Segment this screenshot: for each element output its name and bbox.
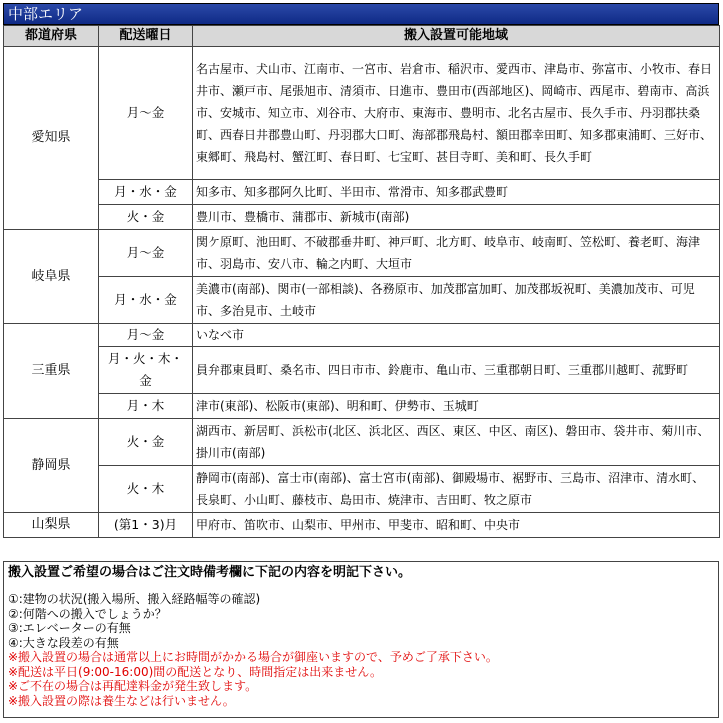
table-row [4, 205, 720, 230]
days-cell: 月～金 [99, 324, 193, 347]
notes-heading: 搬入設置ご希望の場合はご注文時備考欄に下記の内容を明記下さい。 [8, 565, 412, 580]
prefecture-cell-shizuoka: 静岡県 [4, 419, 99, 513]
table-header-row [4, 26, 720, 47]
days-cell: 火・木 [99, 466, 193, 513]
note-item: ④:大きな段差の有無 [8, 635, 119, 650]
cities-cell: 美濃市(南部)、関市(一部相談)、各務原市、加茂郡富加町、加茂郡坂祝町、美濃加茂市、可児市、多治見市、土岐市 [193, 277, 720, 324]
days-cell: 月・火・木・金 [99, 347, 193, 394]
cities-cell: 豊川市、豊橋市、蒲郡市、新城市(南部) [193, 205, 720, 230]
table-row [4, 347, 720, 394]
cities-cell: 名古屋市、犬山市、江南市、一宮市、岩倉市、稲沢市、愛西市、津島市、弥富市、小牧市、春日井市、瀬戸市、尾張旭市、清須市、日進市、豊田市(西部地区)、岡崎市、西尾市、碧南市、高浜市、安城市、知立市、刈谷市、大府市、東海市、豊明市、北名古屋市、長久手市、丹羽郡扶桑町、西春日井郡豊山町、丹羽郡大口町、海部郡飛島村、額田郡幸田町、知多郡東浦町、三好市、東郷町、飛島村、蟹江町、春日町、七宝町、甚目寺町、美和町、長久手町 [193, 47, 720, 180]
table-row [4, 394, 720, 419]
prefecture-cell-yamanashi: 山梨県 [4, 513, 99, 538]
days-cell: 月・水・金 [99, 277, 193, 324]
note-item: ②:何階への搬入でしょうか？ [8, 606, 167, 621]
note-item: ①:建物の状況(搬入場所、搬入経路幅等の確認) [8, 592, 261, 606]
table-row [4, 419, 720, 466]
cities-cell: 湖西市、新居町、浜松市(北区、浜北区、西区、東区、中区、南区)、磐田市、袋井市、菊川市、掛川市(南部) [193, 419, 720, 466]
days-cell: 月・水・金 [99, 180, 193, 205]
table-row [4, 466, 720, 513]
cities-cell: 津市(東部)、松阪市(東部)、明和町、伊勢市、玉城町 [193, 394, 720, 419]
warning-note: ※配送は平日(9:00-16:00)間の配送となり、時間指定は出来ません。 [8, 664, 382, 679]
table-row [4, 513, 720, 538]
header-prefecture: 都道府県 [4, 26, 99, 47]
header-delivery-days: 配送曜日 [99, 26, 193, 47]
prefecture-cell-aichi: 愛知県 [4, 47, 99, 230]
warning-note: ※搬入設置の際は養生などは行いません。 [8, 693, 235, 708]
cities-cell: 関ケ原町、池田町、不破郡垂井町、神戸町、北方町、岐阜市、岐南町、笠松町、養老町、海津市、羽島市、安八市、輪之内町、大垣市 [193, 230, 720, 277]
warning-note: ※搬入設置の場合は通常以上にお時間がかかる場合が御座いますので、予めご了承下さい。 [8, 650, 498, 664]
table-row [4, 47, 720, 180]
days-cell: 月～金 [99, 47, 193, 180]
section-title: 中部エリア [3, 3, 719, 25]
cities-cell: 員弁郡東員町、桑名市、四日市市、鈴鹿市、亀山市、三重郡朝日町、三重郡川越町、菰野町 [193, 347, 720, 394]
cities-cell: 静岡市(南部)、富士市(南部)、富士宮市(南部)、御殿場市、裾野市、三島市、沼津市、清水町、長泉町、小山町、藤枝市、島田市、焼津市、吉田町、牧之原市 [193, 466, 720, 513]
cities-cell: いなべ市 [193, 324, 720, 347]
days-cell: 火・金 [99, 205, 193, 230]
cities-cell: 知多市、知多郡阿久比町、半田市、常滑市、知多郡武豊町 [193, 180, 720, 205]
installation-notes [3, 561, 719, 718]
days-cell: (第1・3)月 [99, 513, 193, 538]
table-row [4, 180, 720, 205]
delivery-area-table [3, 25, 720, 538]
table-row [4, 324, 720, 347]
prefecture-cell-mie: 三重県 [4, 324, 99, 419]
cities-cell: 甲府市、笛吹市、山梨市、甲州市、甲斐市、昭和町、中央市 [193, 513, 720, 538]
days-cell: 火・金 [99, 419, 193, 466]
header-areas: 搬入設置可能地域 [193, 26, 720, 47]
prefecture-cell-gifu: 岐阜県 [4, 230, 99, 324]
note-item: ③:エレベーターの有無 [8, 621, 131, 635]
days-cell: 月～金 [99, 230, 193, 277]
warning-note: ※ご不在の場合は再配達料金が発生致します。 [8, 679, 258, 693]
table-row [4, 277, 720, 324]
table-row [4, 230, 720, 277]
days-cell: 月・木 [99, 394, 193, 419]
